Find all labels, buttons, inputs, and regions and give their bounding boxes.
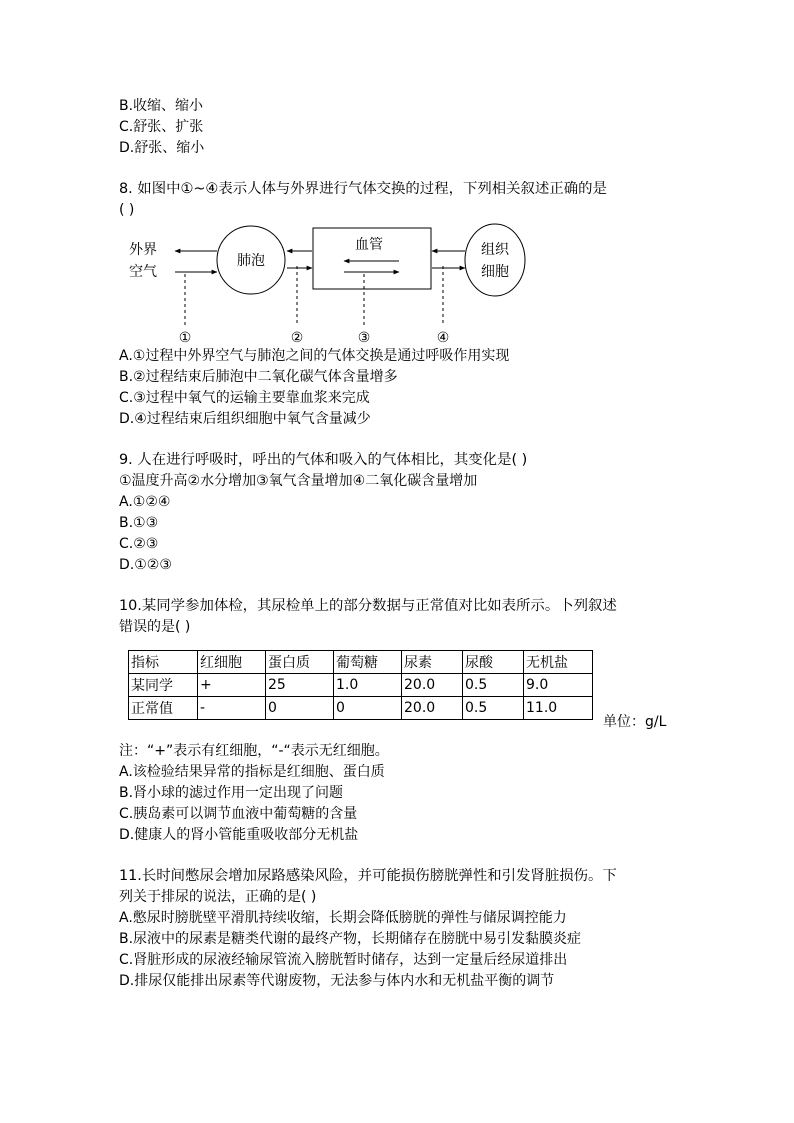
q7-option-c: C.舒张、扩张 — [119, 119, 204, 135]
table-header-row — [129, 651, 593, 674]
q10-stem-line1: 10.某同学参加体检，其尿检单上的部分数据与正常值对比如表所示。卜列叙述 — [119, 598, 617, 614]
tissue-cell-ellipse — [465, 224, 525, 296]
blood-vessel-label: 血管 — [355, 237, 383, 253]
q8-option-d: D.④过程结束后组织细胞中氧气含量减少 — [119, 411, 371, 427]
q10-note: 注：“+”表示有红细胞，“-“表示无红细胞。 — [119, 743, 389, 759]
table-cell: 20.0 — [402, 697, 463, 720]
table-header-cell: 无机盐 — [524, 651, 593, 674]
table-unit: 单位：g/L — [603, 714, 667, 730]
table-cell: 某同学 — [129, 674, 198, 697]
q9-option-a: A.①②④ — [119, 494, 171, 510]
gas-exchange-diagram — [119, 222, 539, 348]
table-cell: 11.0 — [524, 697, 593, 720]
table-header-cell: 尿素 — [402, 651, 463, 674]
table-row — [129, 674, 593, 697]
urine-test-table — [128, 650, 593, 720]
q8-stem-line1: 8. 如图中①~④表示人体与外界进行气体交换的过程，下列相关叙述正确的是 — [119, 181, 607, 197]
table-header-cell: 葡萄糖 — [334, 651, 402, 674]
q8-option-c: C.③过程中氧气的运输主要靠血浆来完成 — [119, 390, 370, 406]
q10-option-d: D.健康人的肾小管能重吸收部分无机盐 — [119, 827, 359, 843]
outside-air-label-1: 外界 — [129, 242, 157, 258]
table-cell: 0.5 — [463, 674, 524, 697]
table-cell: 20.0 — [402, 674, 463, 697]
process-label-3: ③ — [357, 330, 371, 346]
q11-option-d: D.排尿仅能排出尿素等代谢废物，无法参与体内水和无机盐平衡的调节 — [119, 973, 555, 989]
q11-stem-line1: 11.长时间憋尿会增加尿路感染风险，并可能损伤膀胱弹性和引发肾脏损伤。下 — [119, 868, 617, 884]
table-cell: 1.0 — [334, 674, 402, 697]
table-cell: 0.5 — [463, 697, 524, 720]
q9-option-c: C.②③ — [119, 536, 159, 552]
q11-option-b: B.尿液中的尿素是糖类代谢的最终产物，长期储存在膀胱中易引发黏膜炎症 — [119, 931, 582, 947]
q7-option-b: B.收缩、缩小 — [119, 98, 204, 114]
q11-option-c: C.肾脏形成的尿液经输尿管流入膀胱暂时储存，达到一定量后经尿道排出 — [119, 952, 568, 968]
q10-option-a: A.该检验结果异常的指标是红细胞、蛋白质 — [119, 764, 385, 780]
q8-stem-line2: ( ) — [119, 202, 135, 218]
table-cell: - — [198, 697, 266, 720]
q8-option-a: A.①过程中外界空气与肺泡之间的气体交换是通过呼吸作用实现 — [119, 348, 510, 364]
table-cell: 0 — [334, 697, 402, 720]
tissue-cell-label-1: 组织 — [481, 242, 509, 258]
q10-stem-line2: 错误的是( ) — [119, 619, 191, 635]
process-label-4: ④ — [436, 330, 450, 346]
q10-option-c: C.胰岛素可以调节血液中葡萄糖的含量 — [119, 806, 358, 822]
q8-option-b: B.②过程结束后肺泡中二氧化碳气体含量增多 — [119, 369, 398, 385]
table-cell: 9.0 — [524, 674, 593, 697]
q7-option-d: D.舒张、缩小 — [119, 140, 205, 156]
q9-items: ①温度升高②水分增加③氧气含量增加④二氧化碳含量增加 — [119, 473, 478, 489]
table-header-cell: 指标 — [129, 651, 198, 674]
table-cell: 0 — [266, 697, 334, 720]
q9-stem: 9. 人在进行呼吸时，呼出的气体和吸入的气体相比，其变化是( ) — [119, 452, 528, 468]
table-header-cell: 红细胞 — [198, 651, 266, 674]
table-header-cell: 蛋白质 — [266, 651, 334, 674]
table-row — [129, 697, 593, 720]
table-header-cell: 尿酸 — [463, 651, 524, 674]
table-cell: 正常值 — [129, 697, 198, 720]
process-label-2: ② — [290, 330, 304, 346]
table-cell: + — [198, 674, 266, 697]
q10-option-b: B.肾小球的滤过作用一定出现了问题 — [119, 785, 344, 801]
q11-option-a: A.憋尿时膀胱壁平滑肌持续收缩，长期会降低膀胱的弹性与储尿调控能力 — [119, 910, 567, 926]
q9-option-b: B.①③ — [119, 515, 159, 531]
table-cell: 25 — [266, 674, 334, 697]
process-label-1: ① — [178, 330, 192, 346]
alveolus-label: 肺泡 — [237, 253, 265, 269]
q9-option-d: D.①②③ — [119, 557, 172, 573]
q11-stem-line2: 列关于排尿的说法，正确的是( ) — [119, 889, 317, 905]
outside-air-label-2: 空气 — [129, 264, 157, 280]
tissue-cell-label-2: 细胞 — [481, 264, 509, 280]
